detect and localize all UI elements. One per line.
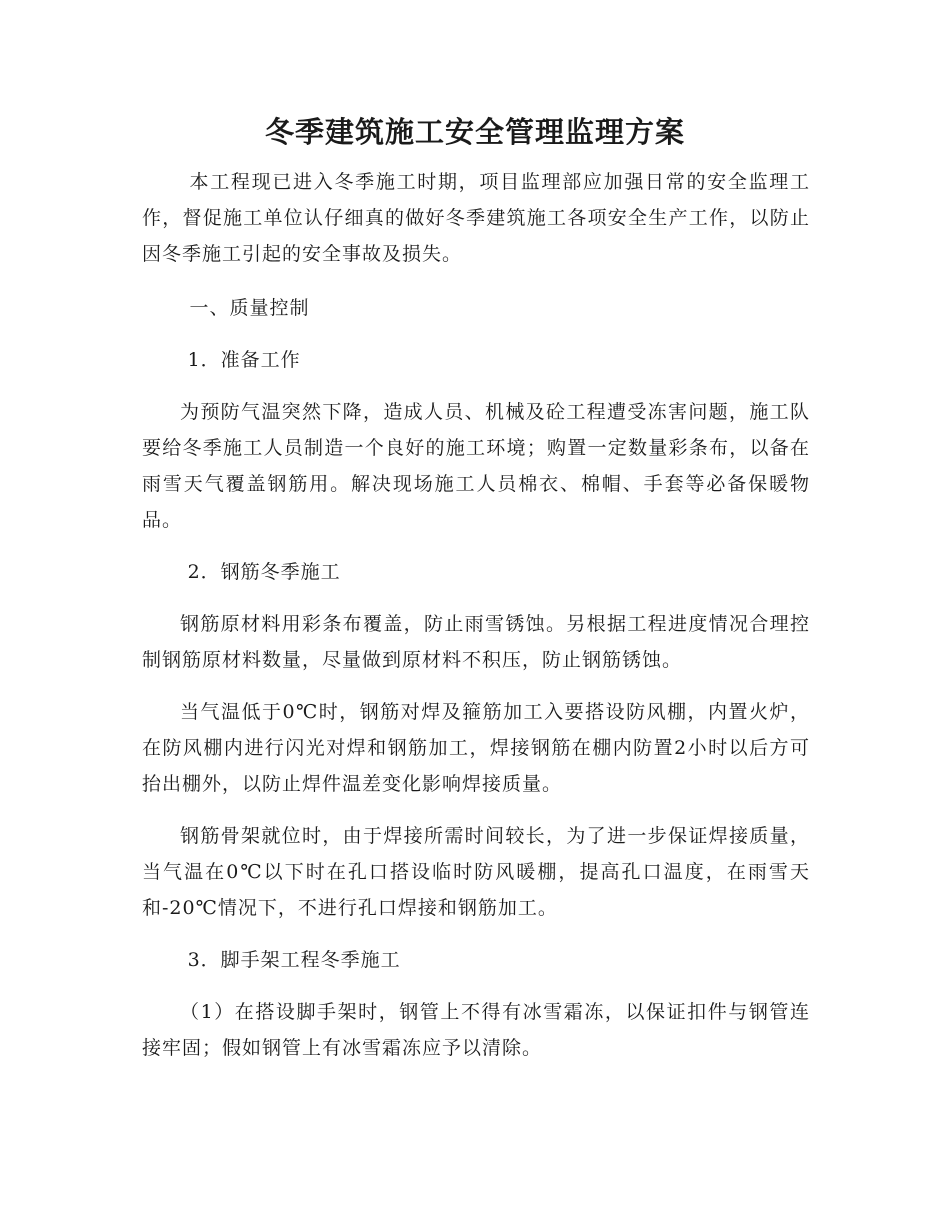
paragraph-rebar-welding: 当气温低于0℃时，钢筋对焊及箍筋加工入要搭设防风棚，内置火炉，在防风棚内进行闪光对焊和钢筋加工，焊接钢筋在棚内防置2小时以后方可抬出棚外，以防止焊件温差变化影响焊接质量。	[142, 701, 810, 795]
document-body	[142, 164, 810, 1082]
document-title: 冬季建筑施工安全管理监理方案	[264, 115, 685, 149]
subsection-heading-scaffolding: 3．脚手架工程冬季施工	[187, 949, 401, 971]
paragraph-rebar-cage: 钢筋骨架就位时，由于焊接所需时间较长，为了进一步保证焊接质量，当气温在0℃以下时在孔口搭设临时防风暖棚，提高孔口温度，在雨雪天和-20℃情况下，不进行孔口焊接和钢筋加工。	[142, 825, 810, 919]
paragraph-scaffolding-1: （1）在搭设脚手架时，钢管上不得有冰雪霜冻，以保证扣件与钢管连接牢固；假如钢管上有冰雪霜冻应予以清除。	[142, 1001, 810, 1059]
section-heading-quality-control: 一、质量控制	[189, 297, 310, 319]
intro-paragraph: 本工程现已进入冬季施工时期，项目监理部应加强日常的安全监理工作，督促施工单位认仔细真的做好冬季建筑施工各项安全生产工作，以防止因冬季施工引起的安全事故及损失。	[142, 171, 810, 265]
subsection-heading-rebar-winter: 2．钢筋冬季施工	[187, 561, 341, 583]
paragraph-preparation: 为预防气温突然下降，造成人员、机械及砼工程遭受冻害问题，施工队要给冬季施工人员制造一个良好的施工环境；购置一定数量彩条布，以备在雨雪天气覆盖钢筋用。解决现场施工人员棉衣、棉帽、手套等必备保暖物品。	[142, 401, 810, 531]
subsection-heading-preparation: 1．准备工作	[187, 349, 301, 371]
paragraph-rebar-covering: 钢筋原材料用彩条布覆盖，防止雨雪锈蚀。另根据工程进度情况合理控制钢筋原材料数量，尽量做到原材料不积压，防止钢筋锈蚀。	[142, 613, 810, 671]
